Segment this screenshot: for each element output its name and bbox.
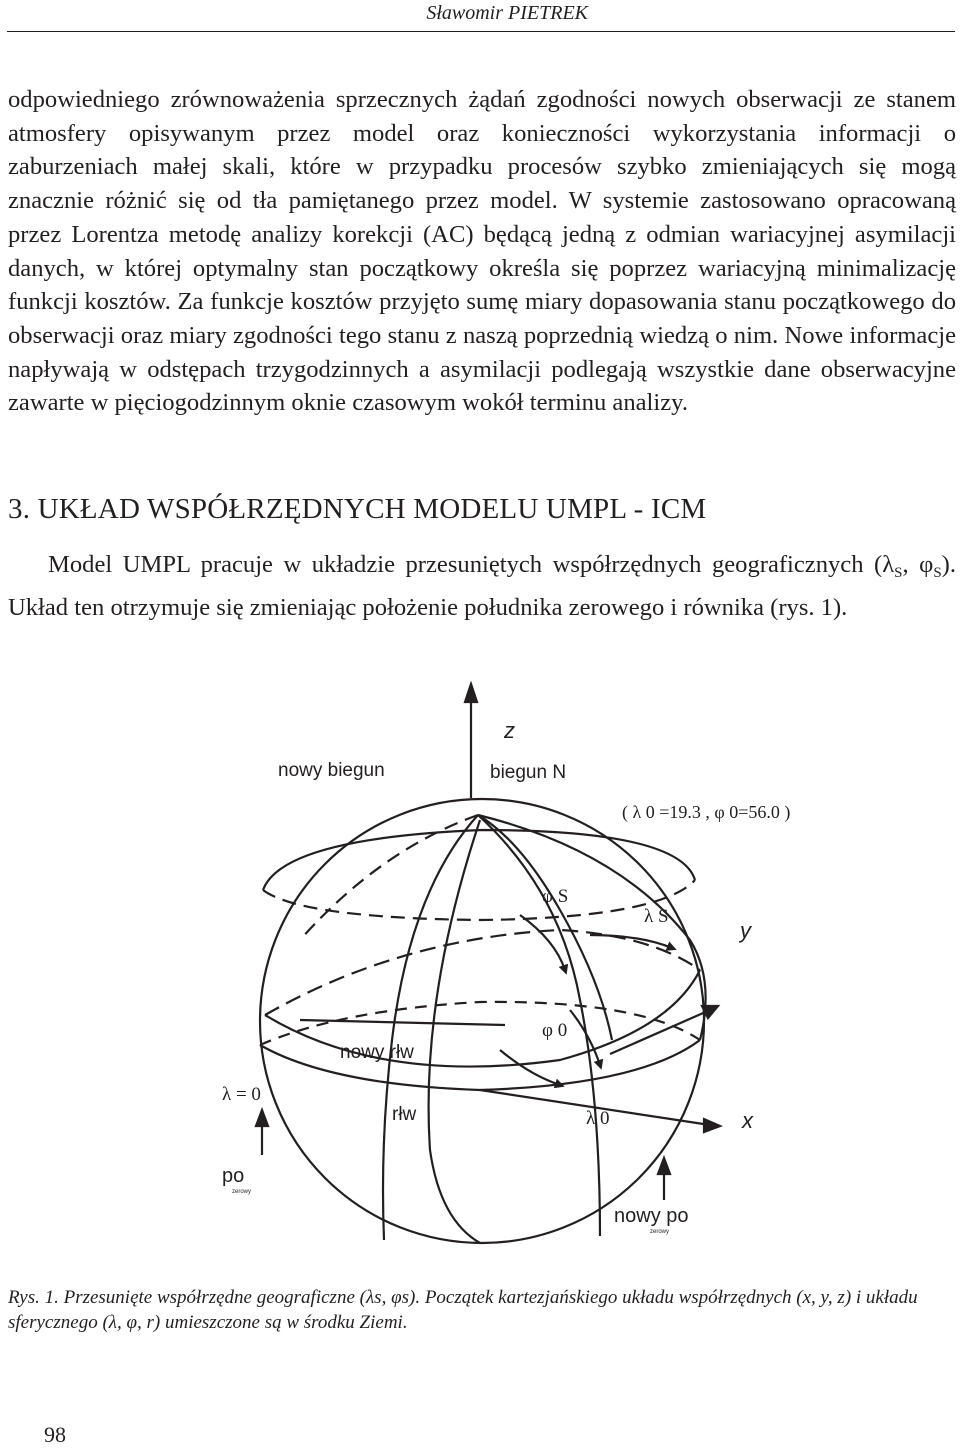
- x-axis-arrow-icon: [704, 1119, 720, 1132]
- label-axis-x: x: [742, 1108, 753, 1133]
- label-new-pole: nowy biegun: [278, 760, 385, 781]
- label-equator: rłw: [392, 1104, 417, 1125]
- label-lambda-0: λ 0: [586, 1108, 610, 1129]
- running-head-author: Sławomir PIETREK: [426, 2, 588, 24]
- z-axis-arrow-icon: [465, 684, 477, 702]
- new-equator: [265, 970, 700, 1067]
- label-lambda-s: λ S: [644, 906, 669, 927]
- page-header: [0, 0, 960, 32]
- label-phi-s: φ S: [542, 886, 569, 907]
- intro-text-2: , φ: [902, 551, 934, 578]
- label-axis-y: y: [740, 918, 751, 943]
- label-new-equator: nowy rłw: [340, 1042, 414, 1063]
- label-axis-z: z: [504, 718, 515, 743]
- intro-sub-1: S: [894, 565, 903, 581]
- label-lambda-eq-zero: λ = 0: [222, 1084, 261, 1105]
- label-meridian: po: [222, 1165, 245, 1187]
- lambda0-arrow: [500, 1050, 560, 1085]
- page-number: 98: [44, 1422, 66, 1447]
- phi-s-arrow: [520, 915, 565, 970]
- label-north-pole: biegun N: [490, 762, 567, 783]
- label-phi-0: φ 0: [542, 1020, 568, 1041]
- body-paragraph: odpowiedniego zrównoważenia sprzecznych żądań zgodności nowych obserwacji ze stanem atmosfery opisywanym przez model oraz konieczności wykorzystania informacji o zaburzeniach małej skali, które w przypadku procesów szybko zmieniających się mogą znacznie różnić się od tła pamiętanego przez model. W systemie zastosowano opracowaną przez Lorentza metodę analizy korekcji (AC) będącą jedną z odmian wariacyjnej asymilacji danych, w której optymalny stan początkowy określa się poprzez wariacyjną minimalizację funkcji kosztów. Za funkcje kosztów przyjęto sumę miary dopasowania stanu początkowego do obserwacji oraz miary zgodności tego stanu z naszą poprzednią wiedzą o nim. Nowe informacje napływają w odstępach trzygodzinnych a asymilacji podlegają wszystkie dane obserwacyjne zawarte w pięciogodzinnym oknie czasowym wokół terminu analizy.: [8, 86, 956, 417]
- sphere-diagram: [0, 680, 960, 1270]
- header-rule: [7, 31, 955, 32]
- lambda-s-arrow: [590, 935, 672, 948]
- radius-line: [300, 1020, 505, 1025]
- label-params: ( λ 0 =19.3 , φ 0=56.0 ): [622, 802, 791, 822]
- figure-caption: Rys. 1. Przesunięte współrzędne geograficzne (λs, φs). Początek kartezjańskiego układu współrzędnych (x, y, z) i układu sferycznego (λ, φ, r) umieszczone są w środku Ziemi.: [8, 1287, 918, 1333]
- section-title: 3. UKŁAD WSPÓŁRZĘDNYCH MODELU UMPL - ICM: [8, 493, 707, 525]
- latitude-circle-top-back: [263, 880, 695, 920]
- figure-sphere: [0, 680, 960, 1270]
- meridian-mid: [478, 815, 612, 1040]
- new-meridian-pointer-arrow-icon: [658, 1158, 670, 1174]
- new-meridian: [429, 820, 480, 1243]
- intro-text-1: Model UMPL pracuje w układzie przesuniętych współrzędnych geograficznych (λ: [48, 551, 895, 578]
- label-new-meridian-small: zerowy: [650, 1229, 670, 1235]
- intro-sub-2: S: [933, 565, 942, 581]
- label-meridian-small: zerowy: [232, 1189, 252, 1195]
- label-new-meridian: nowy po: [614, 1205, 689, 1227]
- meridian-zero: [383, 815, 478, 1240]
- intro-text-3: ). Układ ten otrzymuje się zmieniając położenie południka zerowego i równika (rys. 1).: [8, 551, 957, 621]
- meridian-pointer-arrow-icon: [256, 1110, 268, 1126]
- equator: [260, 1040, 700, 1090]
- section-intro: [8, 548, 956, 624]
